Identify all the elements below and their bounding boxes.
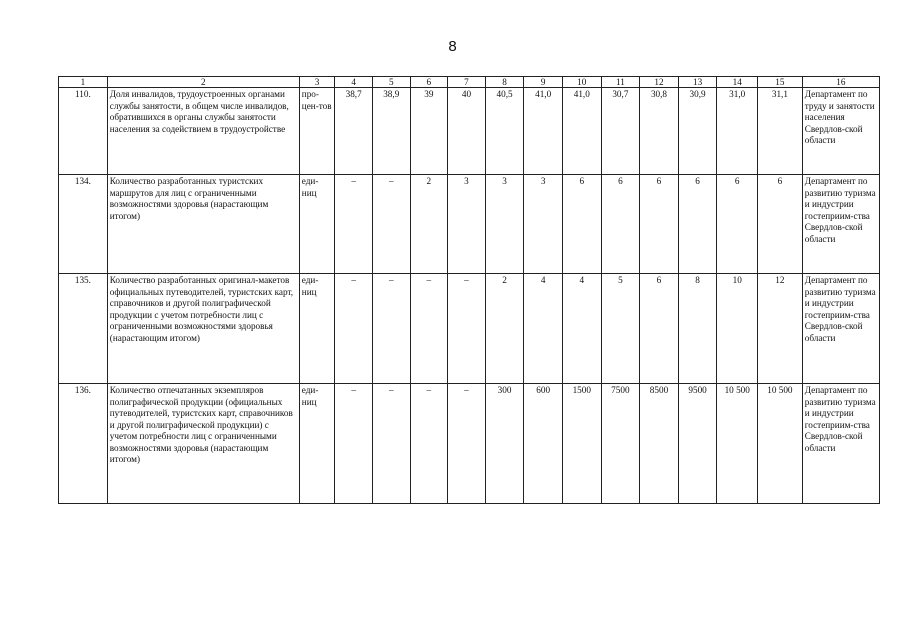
unit: еди-ниц [299, 175, 335, 274]
table-row [59, 88, 880, 175]
value-cell: – [410, 274, 448, 384]
value-cell: 39 [410, 88, 448, 175]
header-cell: 7 [448, 77, 486, 88]
value-cell: 5 [601, 274, 640, 384]
header-cell: 12 [640, 77, 679, 88]
header-cell: 16 [802, 77, 879, 88]
value-cell: 6 [562, 175, 601, 274]
value-cell: 6 [758, 175, 803, 274]
value-cell: 30,7 [601, 88, 640, 175]
value-cell: 40,5 [485, 88, 524, 175]
value-cell: 10 500 [717, 384, 758, 504]
indicator-name: Количество разработанных туристских маршрутов для лиц с ограниченными возможностями здоровья (нарастающим итогом) [107, 175, 299, 274]
value-cell: 300 [485, 384, 524, 504]
table-row [59, 175, 880, 274]
value-cell: 4 [562, 274, 601, 384]
value-cell: 7500 [601, 384, 640, 504]
value-cell: 6 [717, 175, 758, 274]
value-cell: 4 [524, 274, 563, 384]
value-cell: 3 [524, 175, 563, 274]
page-number: 8 [448, 38, 457, 55]
value-cell: 6 [601, 175, 640, 274]
header-cell: 4 [335, 77, 373, 88]
unit: еди-ниц [299, 274, 335, 384]
value-cell: – [372, 274, 410, 384]
indicator-name: Количество отпечатанных экземпляров полиграфической продукции (официальных путеводителей, туристских карт, справочников и другой полиграфической продукции) с учетом потребности лиц с ограниченными возможностями здоровья (нарастающим итогом) [107, 384, 299, 504]
value-cell: 31,0 [717, 88, 758, 175]
value-cell: 1500 [562, 384, 601, 504]
value-cell: 600 [524, 384, 563, 504]
header-cell: 10 [562, 77, 601, 88]
header-cell: 9 [524, 77, 563, 88]
value-cell: – [372, 384, 410, 504]
header-cell: 1 [59, 77, 108, 88]
header-cell: 11 [601, 77, 640, 88]
value-cell: 8500 [640, 384, 679, 504]
value-cell: 6 [640, 175, 679, 274]
value-cell: 12 [758, 274, 803, 384]
unit: про-цен-тов [299, 88, 335, 175]
indicator-name: Количество разработанных оригинал-макетов официальных путеводителей, туристских карт, справочников и другой полиграфической продукции с учетом потребности лиц с ограниченными возможностями здоровья (нарастающим итогом) [107, 274, 299, 384]
responsible-department: Департамент по развитию туризма и индустрии гостеприим-ства Свердлов-ской области [802, 175, 879, 274]
responsible-department: Департамент по развитию туризма и индустрии гостеприим-ства Свердлов-ской области [802, 384, 879, 504]
column-numbers-row [59, 77, 880, 88]
value-cell: – [335, 274, 373, 384]
value-cell: – [410, 384, 448, 504]
value-cell: 8 [678, 274, 717, 384]
header-cell: 14 [717, 77, 758, 88]
responsible-department: Департамент по развитию туризма и индустрии гостеприим-ства Свердлов-ской области [802, 274, 879, 384]
value-cell: 40 [448, 88, 486, 175]
value-cell: 30,8 [640, 88, 679, 175]
header-cell: 6 [410, 77, 448, 88]
value-cell: 2 [485, 274, 524, 384]
header-cell: 15 [758, 77, 803, 88]
header-cell: 8 [485, 77, 524, 88]
responsible-department: Департамент по труду и занятости населения Свердлов-ской области [802, 88, 879, 175]
value-cell: 2 [410, 175, 448, 274]
value-cell: 6 [640, 274, 679, 384]
table-row [59, 384, 880, 504]
value-cell: 3 [448, 175, 486, 274]
value-cell: 10 [717, 274, 758, 384]
header-cell: 2 [107, 77, 299, 88]
unit: еди-ниц [299, 384, 335, 504]
value-cell: – [335, 175, 373, 274]
value-cell: 6 [678, 175, 717, 274]
row-number: 135. [59, 274, 108, 384]
header-cell: 3 [299, 77, 335, 88]
row-number: 136. [59, 384, 108, 504]
value-cell: – [448, 384, 486, 504]
value-cell: 41,0 [524, 88, 563, 175]
value-cell: – [448, 274, 486, 384]
indicators-table [58, 76, 880, 504]
value-cell: 38,9 [372, 88, 410, 175]
row-number: 134. [59, 175, 108, 274]
value-cell: 41,0 [562, 88, 601, 175]
header-cell: 13 [678, 77, 717, 88]
value-cell: 3 [485, 175, 524, 274]
row-number: 110. [59, 88, 108, 175]
indicator-name: Доля инвалидов, трудоустроенных органами службы занятости, в общем числе инвалидов, обратившихся в органы службы занятости населения за содействием в трудоустройстве [107, 88, 299, 175]
value-cell: 9500 [678, 384, 717, 504]
header-cell: 5 [372, 77, 410, 88]
value-cell: 10 500 [758, 384, 803, 504]
value-cell: – [372, 175, 410, 274]
value-cell: 31,1 [758, 88, 803, 175]
table-row [59, 274, 880, 384]
value-cell: 30,9 [678, 88, 717, 175]
value-cell: – [335, 384, 373, 504]
value-cell: 38,7 [335, 88, 373, 175]
